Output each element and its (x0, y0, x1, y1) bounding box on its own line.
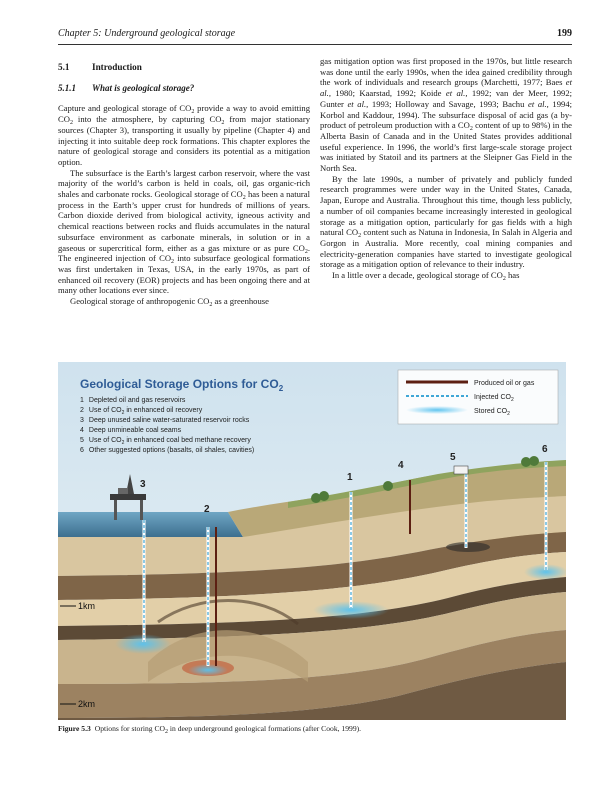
option-2: 2 Use of $CO_2$ in enhanced oil recovery (80, 407, 203, 416)
header-rule (58, 44, 572, 45)
page-number: 199 (557, 28, 572, 39)
section-title: Introduction (92, 62, 142, 72)
option-1: 1 Depleted oil and gas reservoirs (80, 397, 186, 404)
geological-storage-figure (58, 362, 566, 720)
marker-6: 6 (542, 444, 548, 455)
running-header (58, 28, 572, 42)
marker-5: 5 (450, 452, 456, 463)
figure-caption: Figure 5.3 Options for storing $CO_2$ in deep underground geological formations (after Cook, 1999). (58, 724, 362, 735)
option-4: 4 Deep unmineable coal seams (80, 427, 182, 434)
marker-1: 1 (347, 472, 353, 483)
paragraph: By the late 1990s, a number of privately and publicly funded research programmes were under way in the United States, Canada, Japan, Europe and Australia. Throughout this time, though less publicly, a number of oil companies became increasingly interested in geological storage as a mitigation option, particularly for gas fields with a high natural $CO_2$ content such as Natuna in Indonesia, In Salah in Algeria and Gorgon in Australia. More recently, coal mining companies and electricity-generation companies have started to investigate geological storage as a mitigation option of relevance to their industry. (320, 173, 572, 270)
depth-2km: 2km (78, 699, 96, 709)
depth-1km: 1km (78, 601, 96, 611)
paragraph: In a little over a decade, geological storage of $CO_2$ has (332, 270, 520, 283)
section-heading (58, 62, 310, 73)
marker-4: 4 (398, 460, 404, 471)
legend-produced: Produced oil or gas (474, 380, 535, 387)
left-column (58, 56, 310, 307)
paragraph: gas mitigation option was first proposed in the 1970s, but little research was done until the early 1990s, when the idea gained credibility through the work of individuals and research groups (Marchetti, 1977; Baes et al., 1980; Kaarstad, 1992; Koide et al., 1992; van der Meer, 1992; Gunter et al., 1993; Holloway and Savage, 1993; Bachu et al., 1994; Korbol and Kaddour, 1994). The subsurface disposal of acid gas (a by-product of petroleum production with a $CO_2$ content of up to 98%) in the Alberta Basin of Canada and in the United States provides additional useful experience. In 1996, the world’s first large-scale storage project was initiated by Statoil and its partners at the Sleipner Gas Field in the North Sea. (320, 56, 573, 174)
paragraph: The subsurface is the Earth’s largest carbon reservoir, where the vast majority of the world’s carbon is held in coals, oil, gas organic-rich shales and carbonate rocks. Geological storage of $CO_2$ has been a natural process in the Earth’s upper crust for hundreds of millions of years. Carbon dioxide derived from biological activity, igneous activity and chemical reactions between rocks and fluids accumulates in the natural subsurface environment as carbonate minerals, in solution or in a gaseous or supercritical form, either as a gas mixture or as pure $CO_2$. The engineered injection of $CO_2$ into subsurface geological formations was first undertaken in Texas, USA, in the early 1970s, as part of enhanced oil recovery (EOR) projects and has been ongoing there and at many other locations ever since. (58, 167, 310, 296)
figure-label: Figure 5.3 (58, 724, 91, 733)
paragraph: Capture and geological storage of $CO_2$ provide a way to avoid emitting $CO_2$ into the atmosphere, by capturing $CO_2$ from major stationary sources (Chapter 3), transporting it usually by pipeline (Chapter 4) and injecting it into suitable deep rock formations. This chapter explores the nature of geological storage and considers its potential as a mitigation option. (58, 103, 310, 167)
section-number: 5.1 (58, 62, 70, 72)
legend (398, 370, 558, 424)
subsection-heading (58, 83, 310, 94)
option-5: 5 Use of $CO_2$ in enhanced coal bed methane recovery (80, 437, 251, 446)
option-3: 3 Deep unused saline water-saturated reservoir rocks (80, 417, 250, 424)
subsection-number: 5.1.1 (58, 82, 76, 93)
legend-injected: Injected $CO_2$ (474, 394, 514, 403)
option-6: 6 Other suggested options (basalts, oil shales, cavities) (80, 447, 255, 454)
figure-title: Geological Storage Options for $CO_2$ (80, 377, 284, 393)
marker-2: 2 (204, 504, 210, 515)
legend-stored: Stored $CO_2$ (474, 408, 510, 417)
subsection-title: What is geological storage? (92, 82, 195, 93)
marker-3: 3 (140, 479, 146, 490)
right-column (320, 56, 572, 281)
paragraph: Geological storage of anthropogenic $CO_2$ as a greenhouse (70, 296, 269, 309)
chapter-title: Chapter 5: Underground geological storage (58, 28, 236, 39)
